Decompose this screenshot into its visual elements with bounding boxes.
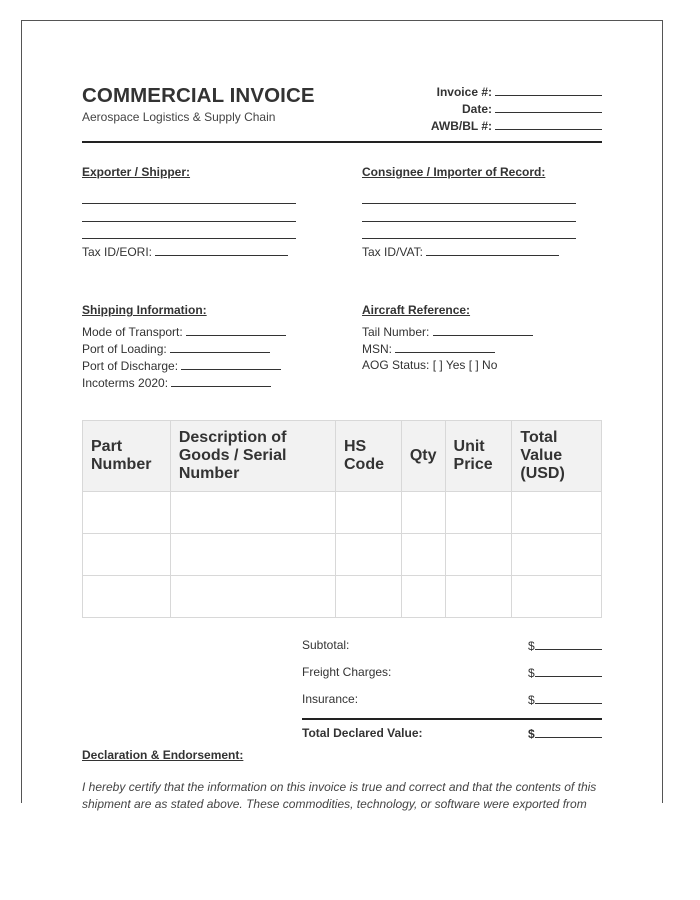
total-declared-value[interactable]: $	[528, 726, 602, 741]
discharge-field[interactable]	[181, 358, 281, 370]
awb-row	[431, 117, 602, 133]
col-description: Description of Goods / Serial Number	[170, 421, 335, 492]
consignee-tax-field[interactable]	[426, 244, 559, 256]
declaration-text: I hereby certify that the information on this invoice is true and correct and that the contents of this shipment are as stated above. These commodities, technology, or software were exported from	[82, 780, 597, 811]
insurance-value[interactable]: $	[528, 692, 602, 707]
date-field[interactable]	[495, 100, 602, 113]
discharge-label: Port of Discharge:	[82, 359, 179, 373]
consignee-line-2[interactable]	[362, 221, 576, 222]
consignee-line-1[interactable]	[362, 203, 576, 204]
discharge-row	[82, 358, 281, 373]
msn-row	[362, 341, 495, 356]
exporter-tax-field[interactable]	[155, 244, 288, 256]
subtotal-value[interactable]: $	[528, 638, 602, 653]
col-qty: Qty	[401, 421, 445, 492]
table-cell[interactable]	[401, 492, 445, 534]
msn-label: MSN:	[362, 342, 392, 356]
invoice-number-field[interactable]	[495, 83, 602, 96]
invoice-page	[21, 20, 663, 811]
mode-label: Mode of Transport:	[82, 325, 183, 339]
consignee-line-3[interactable]	[362, 238, 576, 239]
date-row	[462, 100, 602, 116]
mode-row	[82, 324, 286, 339]
table-cell[interactable]	[335, 576, 401, 618]
table-row	[83, 492, 602, 534]
mode-field[interactable]	[186, 324, 286, 336]
table-cell[interactable]	[335, 492, 401, 534]
incoterms-field[interactable]	[171, 375, 271, 387]
table-cell[interactable]	[445, 576, 512, 618]
table-cell[interactable]	[401, 534, 445, 576]
msn-field[interactable]	[395, 341, 495, 353]
document-subtitle: Aerospace Logistics & Supply Chain	[82, 110, 276, 124]
table-cell[interactable]	[170, 576, 335, 618]
consignee-tax-label: Tax ID/VAT:	[362, 245, 423, 259]
table-cell[interactable]	[401, 576, 445, 618]
totals-divider	[302, 718, 602, 720]
line-items-table	[82, 420, 602, 618]
aog-status[interactable]: AOG Status: [ ] Yes [ ] No	[362, 358, 498, 372]
date-label: Date:	[461, 102, 492, 116]
insurance-label: Insurance:	[302, 692, 359, 706]
table-row	[83, 576, 602, 618]
awb-label: AWB/BL #:	[430, 119, 492, 133]
col-part-number: Part Number	[83, 421, 171, 492]
table-header-row	[83, 421, 602, 492]
col-unit-price: Unit Price	[445, 421, 512, 492]
exporter-line-3[interactable]	[82, 238, 296, 239]
invoice-number-row	[437, 83, 602, 99]
awb-field[interactable]	[495, 117, 602, 130]
exporter-heading: Exporter / Shipper:	[82, 165, 191, 179]
freight-label: Freight Charges:	[302, 665, 392, 679]
header-divider	[82, 141, 602, 143]
table-cell[interactable]	[170, 492, 335, 534]
tail-row	[362, 324, 533, 339]
table-row	[83, 534, 602, 576]
tail-label: Tail Number:	[362, 325, 430, 339]
table-cell[interactable]	[83, 534, 171, 576]
col-total-value: Total Value (USD)	[512, 421, 602, 492]
loading-label: Port of Loading:	[82, 342, 167, 356]
exporter-tax-row	[82, 244, 288, 259]
table-cell[interactable]	[170, 534, 335, 576]
loading-row	[82, 341, 270, 356]
table-cell[interactable]	[83, 576, 171, 618]
shipping-heading: Shipping Information:	[82, 303, 207, 317]
exporter-tax-label: Tax ID/EORI:	[82, 245, 153, 259]
freight-value[interactable]: $	[528, 665, 602, 680]
consignee-heading: Consignee / Importer of Record:	[362, 165, 546, 179]
table-cell[interactable]	[335, 534, 401, 576]
loading-field[interactable]	[170, 341, 270, 353]
incoterms-row	[82, 375, 271, 390]
aircraft-heading: Aircraft Reference:	[362, 303, 471, 317]
tail-field[interactable]	[433, 324, 533, 336]
table-cell[interactable]	[83, 492, 171, 534]
invoice-number-label: Invoice #:	[436, 85, 492, 99]
exporter-line-2[interactable]	[82, 221, 296, 222]
table-cell[interactable]	[512, 534, 602, 576]
declaration-heading: Declaration & Endorsement:	[82, 748, 244, 762]
document-title: COMMERCIAL INVOICE	[82, 84, 315, 107]
incoterms-label: Incoterms 2020:	[82, 376, 169, 390]
table-cell[interactable]	[512, 576, 602, 618]
col-hs-code: HS Code	[335, 421, 401, 492]
consignee-tax-row	[362, 244, 559, 259]
table-cell[interactable]	[512, 492, 602, 534]
exporter-line-1[interactable]	[82, 203, 296, 204]
table-cell[interactable]	[445, 492, 512, 534]
table-cell[interactable]	[445, 534, 512, 576]
total-declared-label: Total Declared Value:	[302, 726, 423, 740]
subtotal-label: Subtotal:	[302, 638, 350, 652]
